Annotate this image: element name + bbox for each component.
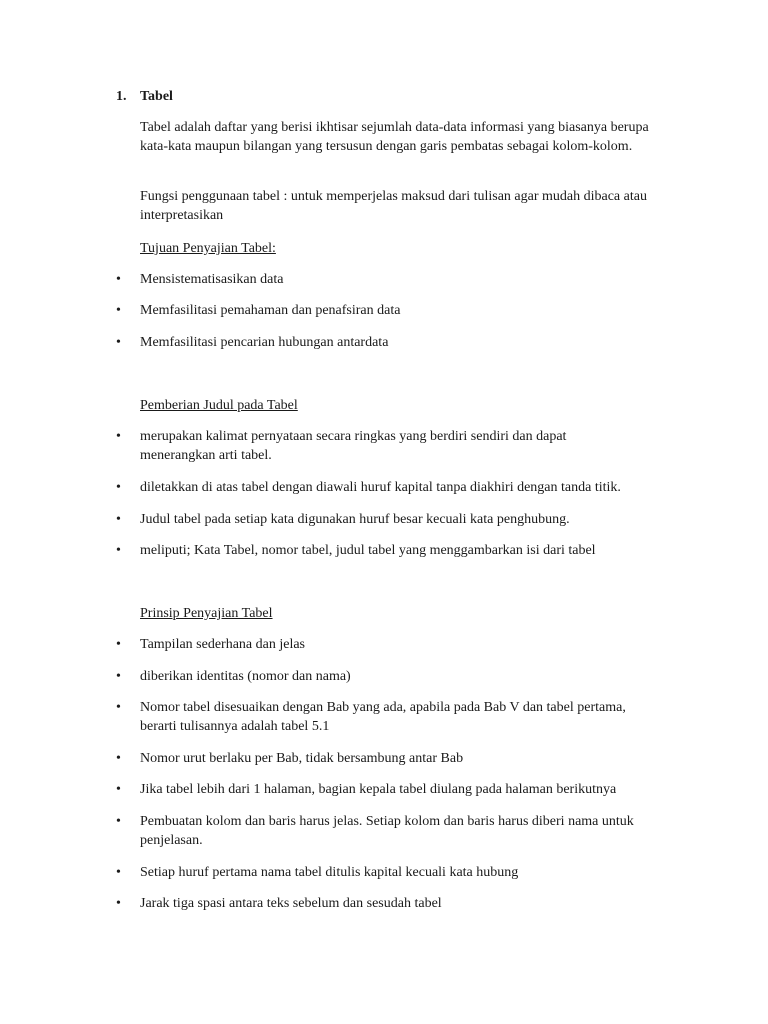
list-item (116, 781, 696, 800)
section-title: Tabel (140, 89, 173, 104)
bullet-icon: • (116, 896, 121, 911)
bullet-icon: • (116, 637, 121, 652)
list-item-text: Memfasilitasi pencarian hubungan antardata (140, 335, 389, 350)
list-item (116, 636, 676, 655)
list-item (116, 334, 676, 353)
list-item (116, 895, 676, 914)
section-number: 1. (116, 89, 127, 104)
list-item (116, 668, 676, 687)
function-paragraph: Fungsi penggunaan tabel : untuk memperjelas maksud dari tulisan agar mudah dibaca atau interpretasikan (140, 189, 647, 223)
tujuan-heading: Tujuan Penyajian Tabel: (140, 241, 276, 256)
bullet-icon: • (116, 429, 121, 444)
list-item-text: Memfasilitasi pemahaman dan penafsiran data (140, 303, 401, 318)
list-item-text: Jika tabel lebih dari 1 halaman, bagian kepala tabel diulang pada halaman berikutnya (140, 782, 617, 797)
list-item-text: Tampilan sederhana dan jelas (140, 637, 306, 652)
bullet-icon: • (116, 543, 121, 558)
list-item (116, 271, 676, 290)
bullet-icon: • (116, 669, 121, 684)
list-item-text: diberikan identitas (nomor dan nama) (140, 669, 351, 684)
list-item-text: Mensistematisasikan data (140, 272, 284, 287)
bullet-icon: • (116, 480, 121, 495)
list-item (116, 699, 636, 736)
list-item-text: Judul tabel pada setiap kata digunakan huruf besar kecuali kata penghubung. (140, 512, 570, 527)
bullet-icon: • (116, 751, 121, 766)
list-item (116, 813, 656, 850)
bullet-icon: • (116, 814, 121, 829)
list-item (116, 750, 676, 769)
list-item (116, 511, 676, 530)
list-item (116, 428, 636, 465)
list-item (116, 302, 676, 321)
bullet-icon: • (116, 512, 121, 527)
bullet-icon: • (116, 335, 121, 350)
list-item-text: Nomor tabel disesuaikan dengan Bab yang ada, apabila pada Bab V dan tabel pertama, berarti tulisannya adalah tabel 5.1 (140, 700, 626, 734)
list-item-text: Nomor urut berlaku per Bab, tidak bersambung antar Bab (140, 751, 464, 766)
section-heading (116, 88, 173, 107)
list-item-text: diletakkan di atas tabel dengan diawali huruf kapital tanpa diakhiri dengan tanda titik. (140, 480, 621, 495)
list-item-text: merupakan kalimat pernyataan secara ringkas yang berdiri sendiri dan dapat menerangkan arti tabel. (140, 429, 567, 463)
list-item-text: Pembuatan kolom dan baris harus jelas. Setiap kolom dan baris harus diberi nama untuk penjelasan. (140, 814, 634, 848)
bullet-icon: • (116, 782, 121, 797)
list-item-text: meliputi; Kata Tabel, nomor tabel, judul tabel yang menggambarkan isi dari tabel (140, 543, 596, 558)
prinsip-heading: Prinsip Penyajian Tabel (140, 606, 273, 621)
list-item (116, 542, 676, 561)
definition-paragraph: Tabel adalah daftar yang berisi ikhtisar sejumlah data-data informasi yang biasanya berupa kata-kata maupun bilangan yang tersusun dengan garis pembatas sebagai kolom-kolom. (140, 120, 649, 154)
list-item (116, 479, 696, 498)
bullet-icon: • (116, 272, 121, 287)
list-item (116, 864, 676, 883)
bullet-icon: • (116, 865, 121, 880)
bullet-icon: • (116, 700, 121, 715)
list-item-text: Setiap huruf pertama nama tabel ditulis kapital kecuali kata hubung (140, 865, 519, 880)
judul-heading: Pemberian Judul pada Tabel (140, 398, 298, 413)
bullet-icon: • (116, 303, 121, 318)
list-item-text: Jarak tiga spasi antara teks sebelum dan sesudah tabel (140, 896, 442, 911)
